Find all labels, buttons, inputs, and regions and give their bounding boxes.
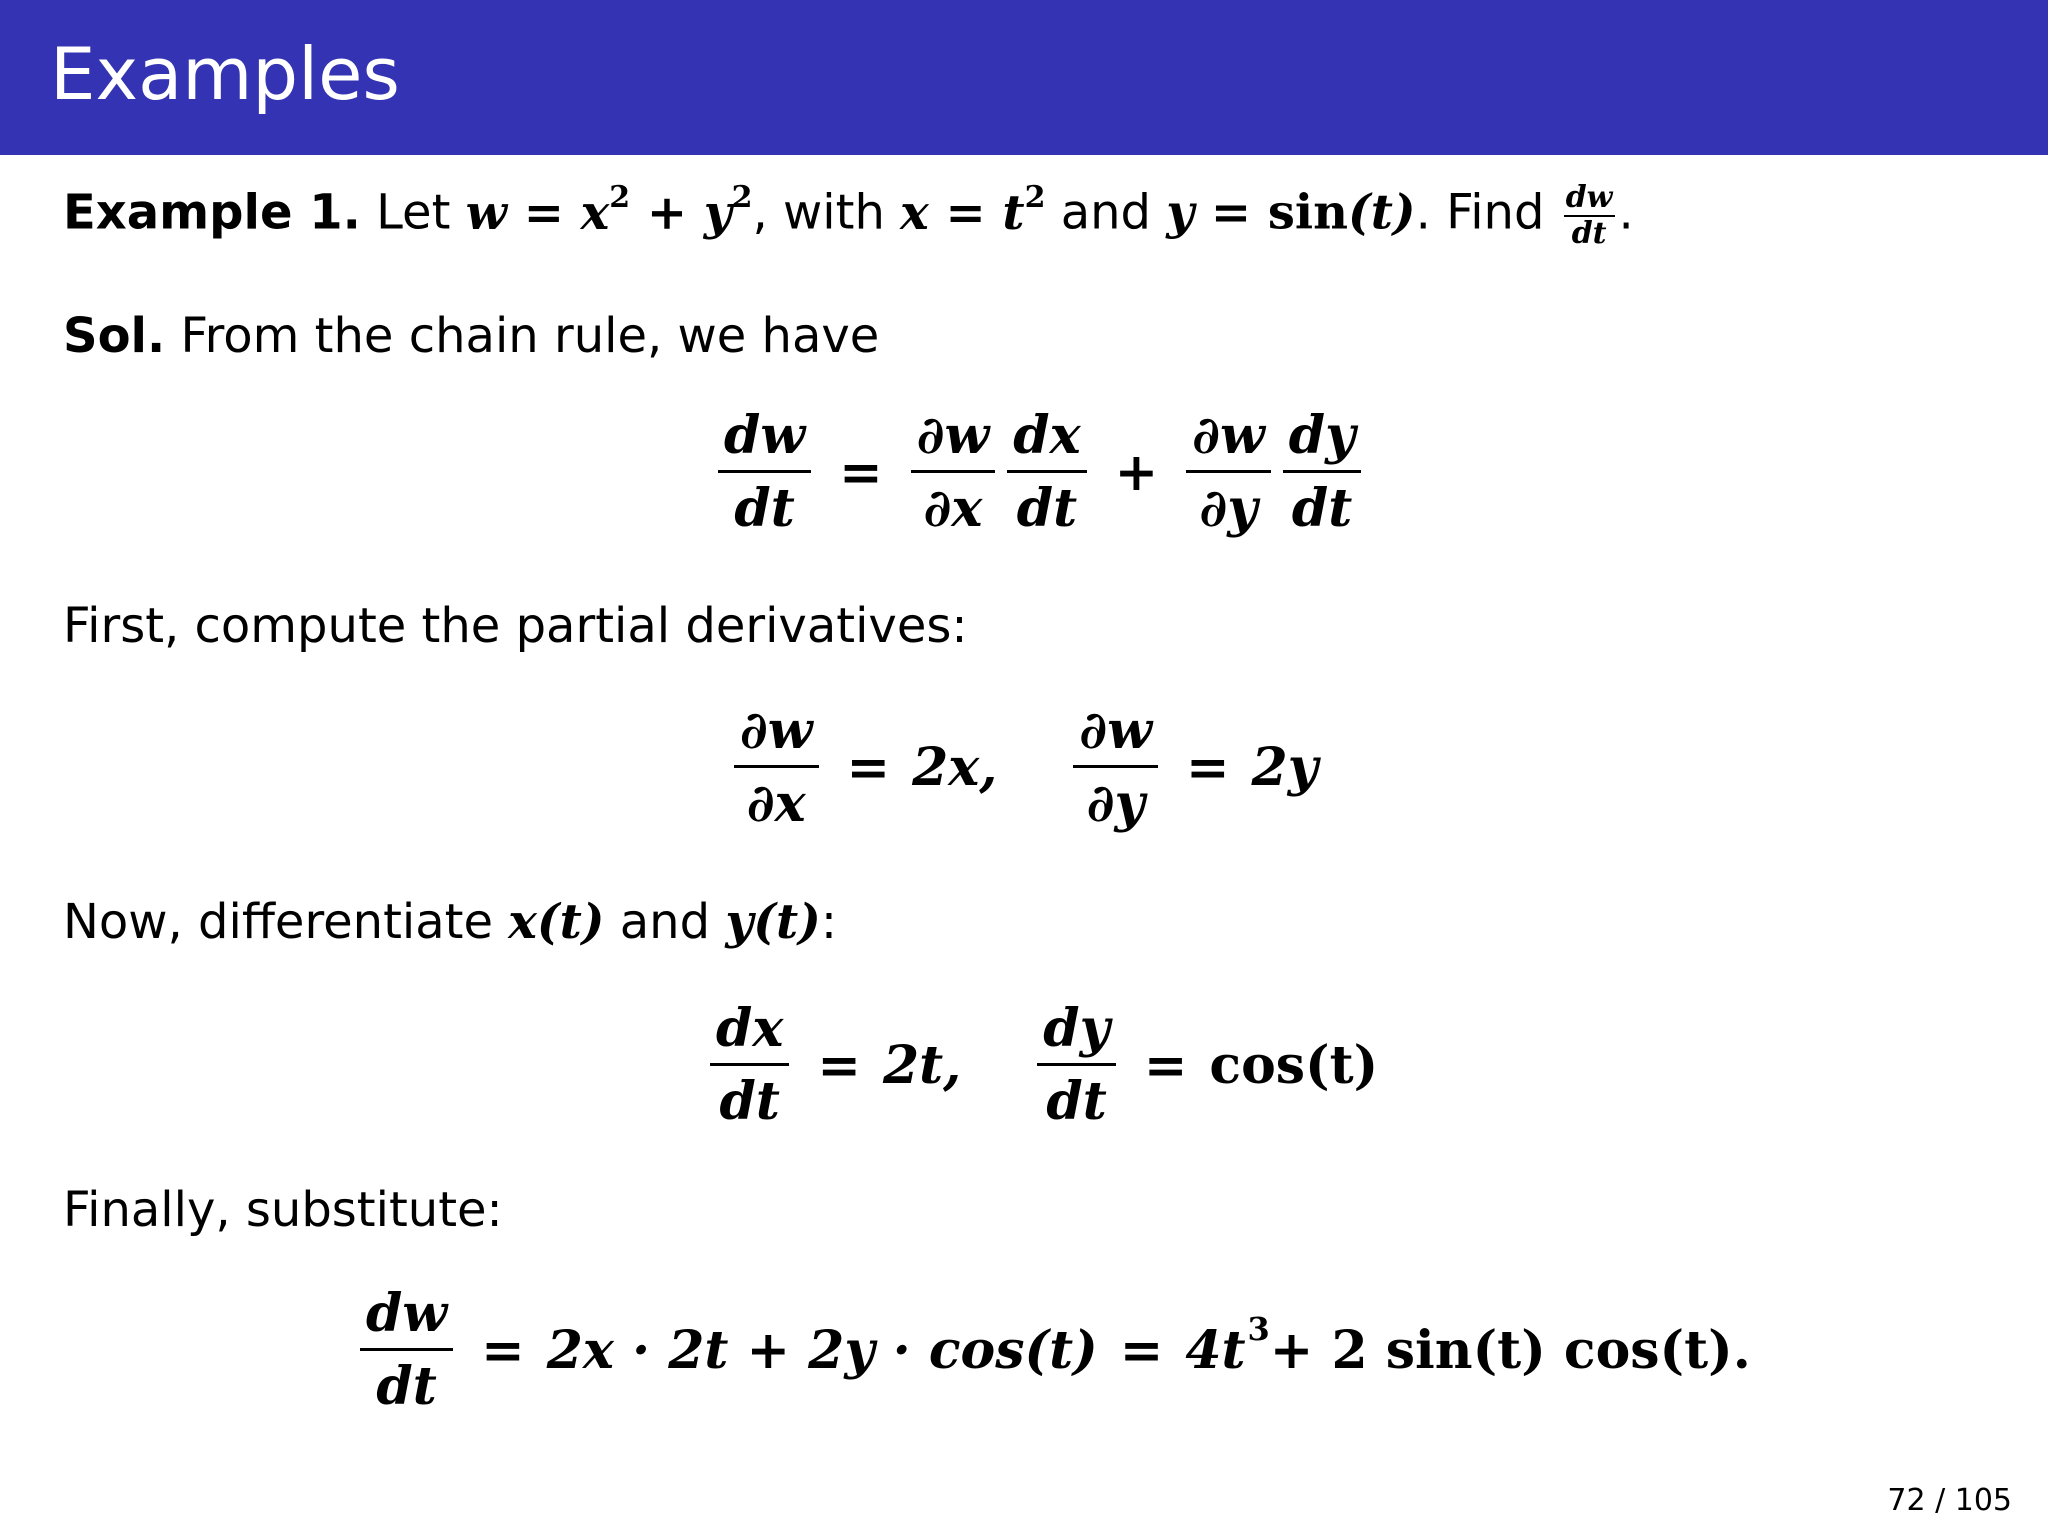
chain-rule-equation (712, 405, 1367, 539)
differentiate-text (63, 894, 837, 950)
dw-dt-inline-fraction: $\frac{dw}{dt}$ (1565, 180, 1613, 251)
equals-sign: = (1185, 737, 1230, 798)
result-cos: cos(t) (1209, 1035, 1379, 1096)
solution-intro-text: From the chain rule, we have (180, 308, 880, 364)
equals-sign: = (846, 737, 891, 798)
solution-intro (63, 308, 880, 364)
example-statement (63, 179, 1634, 251)
with-text: , with (752, 184, 885, 241)
solution-label: Sol. (63, 308, 166, 364)
frac-pw-px: $\frac{\partial w}{\partial x}$ (911, 410, 996, 535)
colon: : (820, 894, 837, 950)
equals-sign: = (817, 1035, 861, 1096)
slide-header (0, 0, 2048, 155)
differentiate-label: Now, differentiate (63, 894, 494, 950)
x-of-t: x(t) (508, 894, 605, 950)
partials-text: First, compute the partial derivatives: (63, 598, 968, 654)
final-expression-c: + 2 sin(t) cos(t). (1269, 1320, 1751, 1381)
find-text: . Find (1415, 184, 1545, 241)
frac-dx-dt-2: $\frac{dx}{dt}$ (710, 1003, 789, 1128)
frac-pw-py: $\frac{\partial w}{\partial y}$ (1186, 410, 1271, 535)
equals-sign: = (1119, 1320, 1164, 1381)
equals-sign: = (839, 442, 883, 503)
frac-dx-dt: $\frac{dx}{dt}$ (1007, 410, 1086, 535)
frac-dw-dt-final: $\frac{dw}{dt}$ (360, 1288, 453, 1413)
let-text: Let (376, 184, 451, 241)
derivatives-equation (704, 998, 1379, 1132)
w-definition: $w = x^2 + y^2$ (465, 179, 753, 241)
substitute-text: Finally, substitute: (63, 1182, 503, 1238)
equals-sign: = (481, 1320, 525, 1381)
partials-equation (728, 700, 1318, 834)
and-text: and (619, 894, 711, 950)
x-definition: $x = t^2$ (900, 179, 1046, 241)
final-equation (354, 1283, 1751, 1417)
result-2t: 2t, (882, 1035, 962, 1096)
equals-sign: = (1143, 1035, 1188, 1096)
page-number: 72 / 105 (1887, 1483, 2012, 1518)
frac-dy-dt-2: $\frac{dy}{dt}$ (1037, 1003, 1116, 1128)
result-2y: 2y (1251, 737, 1318, 798)
result-2x: 2x, (912, 737, 998, 798)
exponent-3: 3 (1247, 1309, 1270, 1348)
example-label: Example 1. (63, 184, 361, 241)
frac-dy-dt: $\frac{dy}{dt}$ (1283, 410, 1362, 535)
y-of-t: y(t) (725, 894, 821, 950)
plus-sign: + (1114, 442, 1159, 503)
frac-pw-py-2: $\frac{\partial w}{\partial y}$ (1073, 705, 1158, 830)
period: . (1618, 184, 1634, 241)
y-definition: y = sin(t) (1166, 184, 1416, 241)
frac-pw-px-2: $\frac{\partial w}{\partial x}$ (734, 705, 819, 830)
slide-title: Examples (50, 32, 400, 116)
final-expression-a: 2x · 2t + 2y · cos(t) (546, 1320, 1098, 1381)
frac-dw-dt: $\frac{dw}{dt}$ (718, 410, 811, 535)
and-text: and (1060, 184, 1152, 241)
final-expression-b: 4t (1185, 1320, 1246, 1381)
